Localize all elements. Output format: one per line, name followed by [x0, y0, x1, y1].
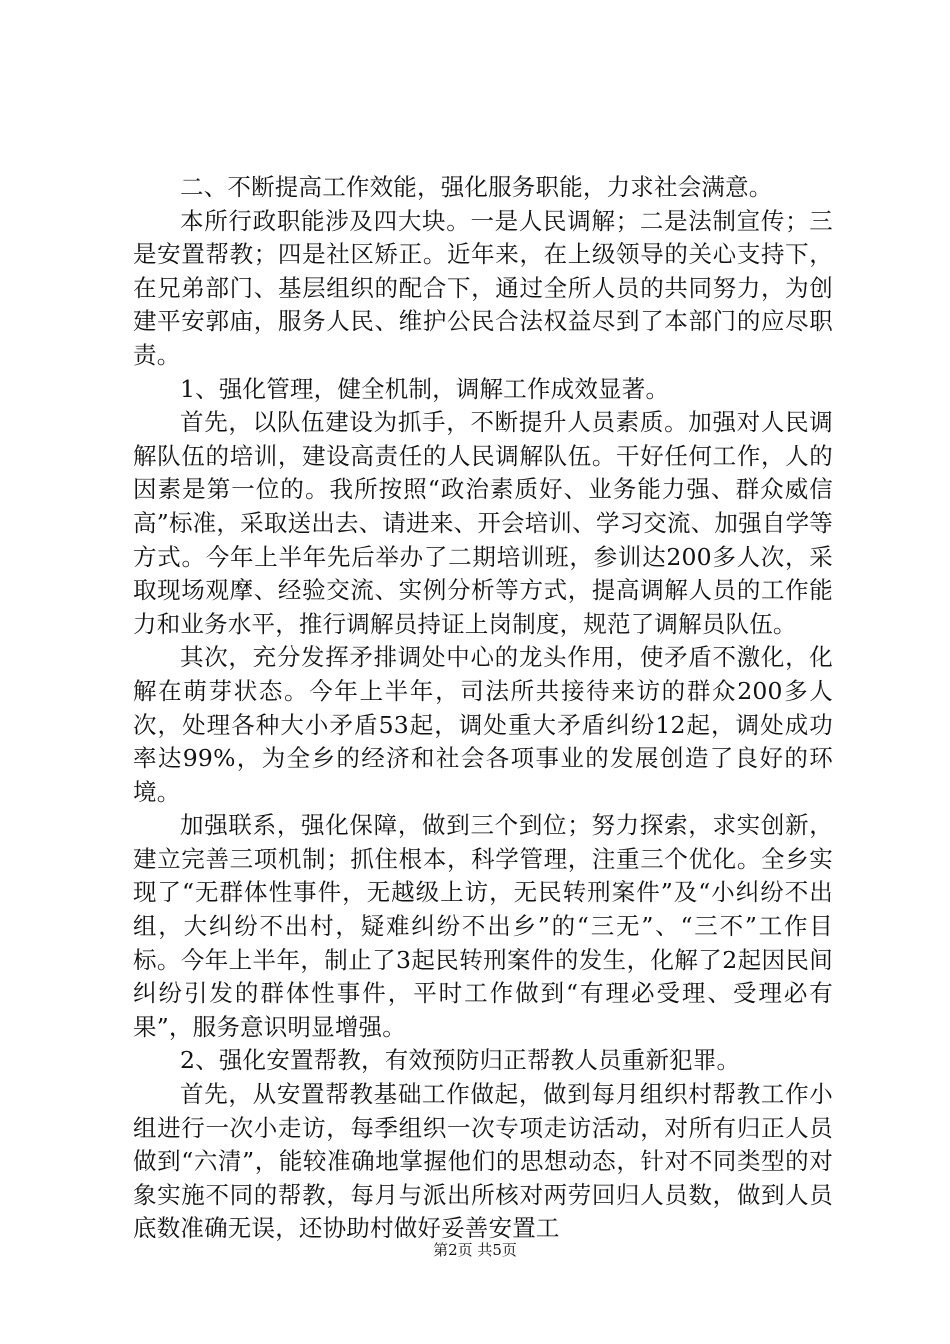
section-heading-2: 二、不断提高工作效能，强化服务职能，力求社会满意。	[180, 173, 773, 201]
body-paragraph: 首先，从安置帮教基础工作做起，做到每月组织村帮教工作小组进行一次小走访，每季组织一次专项走访活动，对所有归正人员做到“六清”，能较准确地掌握他们的思想动态，针对不同类型的对象实施不同的帮教，每月与派出所核对两劳回归人员数，做到人员底数准确无误，还协助村做好妥善安置工	[133, 1080, 833, 1243]
subsection-heading-2: 2、强化安置帮教，有效预防归正帮教人员重新犯罪。	[180, 1046, 741, 1075]
document-body	[133, 171, 833, 1246]
page-number-footer: 第2页 共5页	[433, 1241, 517, 1259]
subsection-heading-1: 1、强化管理，健全机制，调解工作成效显著。	[180, 374, 670, 403]
body-paragraph: 首先，以队伍建设为抓手，不断提升人员素质。加强对人民调解队伍的培训，建设高责任的人民调解队伍。干好任何工作，人的因素是第一位的。我所按照“政治素质好、业务能力强、群众威信高”标准，采取送出去、请进来、开会培训、学习交流、加强自学等方式。今年上半年先后举办了二期培训班，参训达200多人次，采取现场观摩、经验交流、实例分析等方式，提高调解人员的工作能力和业务水平，推行调解员持证上岗制度，规范了调解员队伍。	[133, 408, 833, 638]
body-paragraph: 其次，充分发挥矛排调处中心的龙头作用，使矛盾不激化，化解在萌芽状态。今年上半年，司法所共接待来访的群众200多人次，处理各种大小矛盾53起，调处重大矛盾纠纷12起，调处成功率达99%，为全乡的经济和社会各项事业的发展创造了良好的环境。	[133, 643, 833, 806]
body-paragraph: 本所行政职能涉及四大块。一是人民调解；二是法制宣传；三是安置帮教；四是社区矫正。近年来，在上级领导的关心支持下，在兄弟部门、基层组织的配合下，通过全所人员的共同努力，为创建平安郭庙，服务人民、维护公民合法权益尽到了本部门的应尽职责。	[133, 206, 833, 369]
body-paragraph: 加强联系，强化保障，做到三个到位；努力探索，求实创新，建立完善三项机制；抓住根本，科学管理，注重三个优化。全乡实现了“无群体性事件，无越级上访，无民转刑案件”及“小纠纷不出组，大纠纷不出村，疑难纠纷不出乡”的“三无”、“三不”工作目标。今年上半年，制止了3起民转刑案件的发生，化解了2起因民间纠纷引发的群体性事件，平时工作做到“有理必受理、受理必有果”，服务意识明显增强。	[133, 811, 833, 1041]
